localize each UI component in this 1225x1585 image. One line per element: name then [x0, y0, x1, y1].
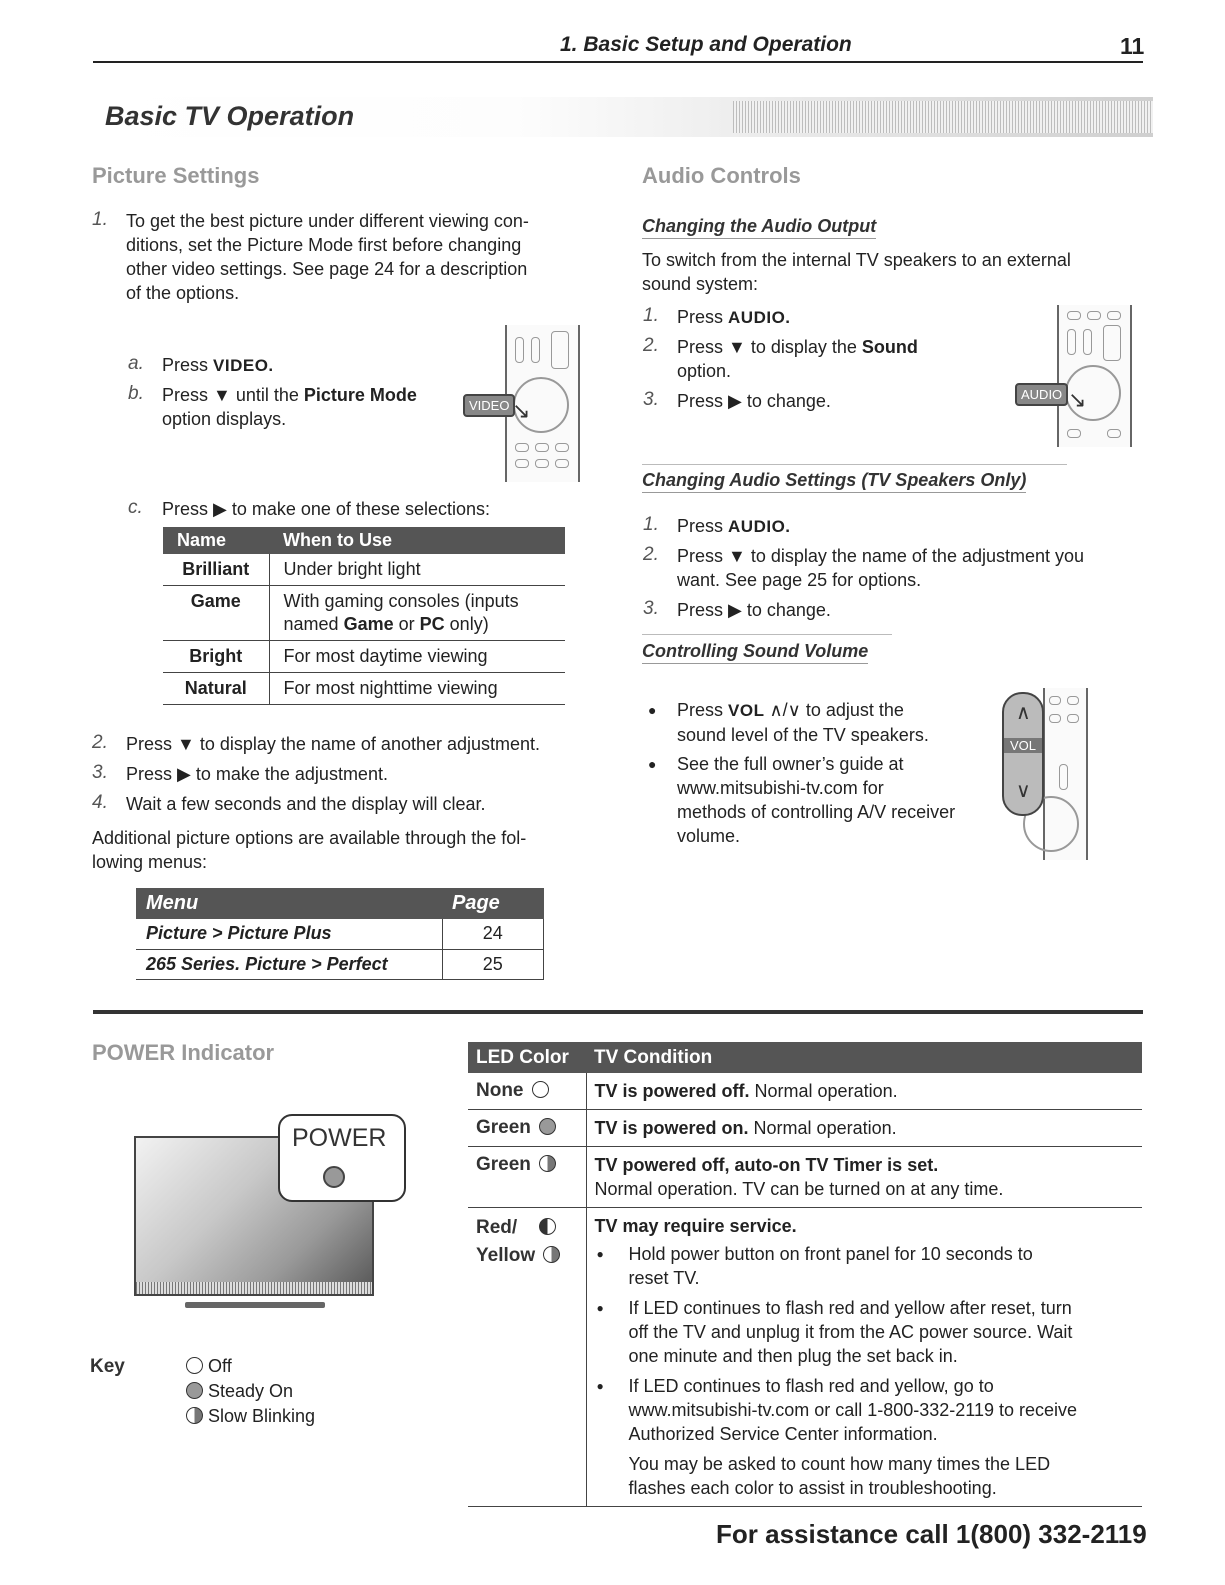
divider	[642, 464, 1067, 465]
step-number-2: 2.	[643, 335, 659, 356]
table-header-name: Name	[163, 527, 269, 554]
picture-step-4: Wait a few seconds and the display will clear.	[126, 794, 486, 814]
chevron-down-icon: ∨	[1016, 780, 1031, 802]
led-blink-icon	[539, 1155, 556, 1172]
chevron-up-icon: ∧	[1016, 702, 1031, 724]
volume-bullet-2: See the full owner’s guide at www.mitsubishi-tv.com for methods of controlling A/V receiver volume.	[677, 754, 956, 846]
table-row: Picture > Picture Plus 24	[136, 919, 544, 949]
audio-output-intro: To switch from the internal TV speakers to an external sound system:	[642, 250, 1071, 294]
picture-substep-b: Press ▼ until the Picture Mode option displays.	[162, 385, 417, 429]
substep-label-a: a.	[128, 353, 144, 374]
step-number-4: 4.	[92, 792, 108, 813]
divider	[642, 634, 892, 635]
bullet-icon: ●	[648, 702, 657, 718]
audio-button-callout: AUDIO	[1015, 383, 1068, 406]
page-number: 11	[1120, 33, 1145, 59]
remote-control-illustration	[1043, 688, 1088, 860]
audio-settings-subheading: Changing Audio Settings (TV Speakers Only)	[642, 470, 1026, 493]
section-banner-title: Basic TV Operation	[105, 101, 355, 131]
picture-step-2: Press ▼ to display the name of another adjustment.	[126, 734, 541, 754]
arrow-icon: ↘	[1068, 387, 1087, 412]
legend-item: Off	[186, 1354, 315, 1379]
banner-texture	[733, 101, 1153, 133]
led-off-icon	[186, 1357, 203, 1374]
list-item: ● Hold power button on front panel for 10 seconds to reset TV.	[596, 1244, 1033, 1288]
table-header-tv-condition: TV Condition	[586, 1042, 1142, 1073]
section-banner	[93, 97, 1153, 137]
table-row: Red/ Yellow TV may require service. ● Hold power button on front panel for 10 seconds to reset TV. ● If LED continues to flash red and yellow after reset, turn off the TV and unplug it from the AC power source. Wait one minute and then plug the set back in. ● If LED continues to flash red and yellow, go to www.mitsubishi-tv.com or call 1-800-332-2119 to receive Authorized Service Center information. You may be asked to count how many times the LED flashes each color to assist in troubleshooting.	[468, 1208, 1142, 1507]
led-blink-icon	[539, 1218, 556, 1235]
audio-output-step-3: Press ▶ to change.	[677, 391, 831, 411]
table-header-when: When to Use	[269, 527, 565, 554]
assistance-footer: For assistance call 1(800) 332-2119	[716, 1519, 1147, 1549]
step-number-1: 1.	[643, 305, 659, 326]
table-row: Green TV is powered on. Normal operation.	[468, 1110, 1142, 1147]
audio-settings-step-2: Press ▼ to display the name of the adjustment you want. See page 25 for options.	[677, 546, 1085, 590]
sound-volume-subheading: Controlling Sound Volume	[642, 641, 868, 664]
audio-controls-heading: Audio Controls	[642, 163, 801, 188]
table-row: Brilliant Under bright light	[163, 554, 565, 586]
step-number-2: 2.	[643, 544, 659, 565]
led-steady-icon	[539, 1118, 556, 1135]
step-number-2: 2.	[92, 732, 108, 753]
picture-step-3: Press ▶ to make the adjustment.	[126, 764, 388, 784]
picture-settings-heading: Picture Settings	[92, 163, 260, 188]
arrow-icon: ↘	[512, 398, 531, 423]
step-number-1: 1.	[92, 209, 108, 230]
step-number-3: 3.	[643, 389, 659, 410]
section-rule	[93, 1010, 1143, 1014]
picture-step-1: To get the best picture under different viewing con- ditions, set the Picture Mode first before changing other video settings. See page 24 for a description of the options.	[126, 211, 529, 303]
table-row: Green TV powered off, auto-on TV Timer is set. Normal operation. TV can be turned on at any time.	[468, 1147, 1142, 1208]
table-row: Game With gaming consoles (inputs named Game or PC only)	[163, 586, 565, 641]
audio-output-step-1: Press AUDIO.	[677, 307, 791, 327]
step-number-3: 3.	[92, 762, 108, 783]
audio-output-subheading: Changing the Audio Output	[642, 216, 876, 239]
picture-mode-table	[163, 527, 565, 705]
remote-control-illustration	[1057, 305, 1132, 447]
substep-label-c: c.	[128, 497, 143, 518]
header-rule	[93, 61, 1143, 63]
tv-stand	[185, 1302, 325, 1308]
bullet-icon: ●	[648, 756, 657, 772]
legend-item: Steady On	[186, 1379, 315, 1404]
power-indicator-heading: POWER Indicator	[92, 1040, 275, 1065]
substep-label-b: b.	[128, 383, 144, 404]
menu-header-menu: Menu	[136, 888, 442, 919]
list-item: ● If LED continues to flash red and yellow after reset, turn off the TV and unplug it from the AC power source. Wait one minute and then plug the set back in.	[596, 1298, 1073, 1366]
volume-rocker-callout	[1002, 692, 1044, 816]
menu-header-page: Page	[442, 888, 544, 919]
led-blink-icon	[186, 1407, 203, 1424]
audio-settings-step-1: Press AUDIO.	[677, 516, 791, 536]
picture-substep-c: Press ▶ to make one of these selections:	[162, 499, 491, 519]
power-callout	[278, 1114, 406, 1202]
table-row: Bright For most daytime viewing	[163, 641, 565, 673]
led-icon	[323, 1166, 345, 1188]
additional-options-text: Additional picture options are available through the fol- lowing menus:	[92, 828, 527, 872]
table-row: 265 Series. Picture > Perfect 25	[136, 949, 544, 979]
led-status-table	[468, 1042, 1142, 1507]
table-row: Natural For most nighttime viewing	[163, 673, 565, 705]
running-header-section: 1. Basic Setup and Operation	[560, 33, 852, 56]
step-number-1: 1.	[643, 514, 659, 535]
video-button-callout: VIDEO	[463, 394, 515, 417]
led-steady-icon	[186, 1382, 203, 1399]
legend-item: Slow Blinking	[186, 1404, 315, 1429]
step-number-3: 3.	[643, 598, 659, 619]
list-item: ● If LED continues to flash red and yellow, go to www.mitsubishi-tv.com or call 1-800-332-2119 to receive Authorized Service Center information.	[596, 1376, 1078, 1444]
key-label: Key	[90, 1356, 125, 1377]
led-off-icon	[532, 1081, 549, 1098]
audio-output-step-2: Press ▼ to display the Sound option.	[677, 337, 918, 381]
volume-bullet-1: Press VOL ∧/∨ to adjust the sound level of the TV speakers.	[677, 700, 929, 745]
legend	[186, 1354, 315, 1429]
table-row: None TV is powered off. Normal operation.	[468, 1073, 1142, 1110]
audio-settings-step-3: Press ▶ to change.	[677, 600, 831, 620]
menu-table	[136, 888, 544, 980]
vol-label: VOL	[1004, 738, 1042, 753]
power-label: POWER	[292, 1124, 387, 1152]
picture-substep-a: Press VIDEO.	[162, 355, 274, 375]
table-header-led-color: LED Color	[468, 1042, 586, 1073]
service-note: You may be asked to count how many times the LED flashes each color to assist in troubleshooting.	[628, 1454, 1051, 1498]
led-blink-icon	[543, 1246, 560, 1263]
